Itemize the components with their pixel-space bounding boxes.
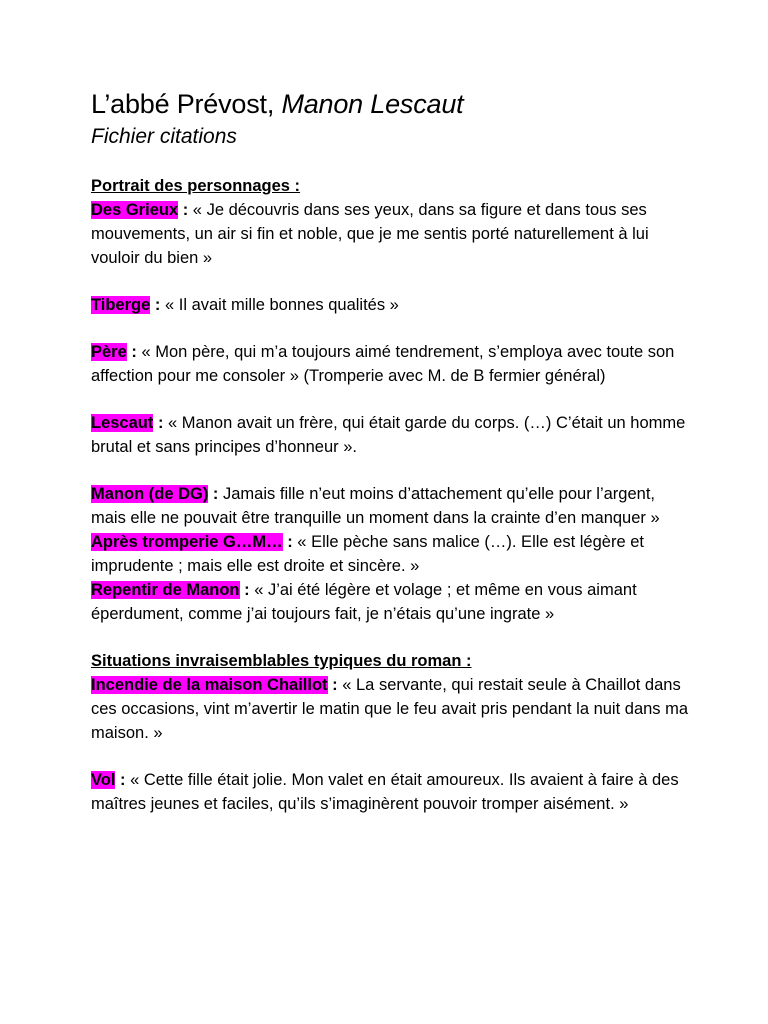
quote-entry-vol xyxy=(91,768,691,816)
quote-label: Des Grieux xyxy=(91,201,179,219)
quote-separator: : xyxy=(153,414,164,432)
section-heading-situations: Situations invraisemblables typiques du roman : xyxy=(91,652,472,670)
quote-label: Lescaut xyxy=(91,414,154,432)
quote-entry-lescaut xyxy=(91,411,691,459)
quote-label: Vol xyxy=(91,771,116,789)
paragraph-spacer xyxy=(91,459,691,482)
quote-label: Après tromperie G…M… xyxy=(91,533,283,551)
quote-separator: : xyxy=(282,533,293,551)
quote-separator: : xyxy=(208,485,219,503)
quote-text: « Elle pèche sans malice (…). Elle est légère et imprudente ; mais elle est droite et sincère. » xyxy=(91,533,644,575)
quote-separator: : xyxy=(239,581,250,599)
paragraph-spacer xyxy=(91,317,691,340)
quote-entry-tiberge xyxy=(91,293,691,317)
quote-entry-apres-tromperie xyxy=(91,530,691,578)
section-heading-portraits: Portrait des personnages : xyxy=(91,177,301,195)
paragraph-spacer xyxy=(91,626,691,649)
quote-separator: : xyxy=(115,771,126,789)
quote-text: « Mon père, qui m’a toujours aimé tendrement, s’employa avec toute son affection pour me consoler » (Tromperie avec M. de B fermier général) xyxy=(91,343,675,385)
quote-text: « Cette fille était jolie. Mon valet en était amoureux. Ils avaient à faire à des maîtres jeunes et faciles, qu’ils s’imaginèrent pouvoir tromper aisément. » xyxy=(91,771,679,813)
document-subtitle: Fichier citations xyxy=(91,125,237,148)
quote-separator: : xyxy=(150,296,161,314)
quote-separator: : xyxy=(178,201,189,219)
quote-text: « Je découvris dans ses yeux, dans sa figure et dans tous ses mouvements, un air si fin et noble, que je me sentis porté naturellement à lui vouloir du bien » xyxy=(91,201,649,267)
quote-label: Tiberge xyxy=(91,296,151,314)
quote-entry-des-grieux xyxy=(91,198,691,270)
quote-entry-incendie xyxy=(91,673,691,745)
quote-entry-repentir xyxy=(91,578,691,626)
document-body xyxy=(91,86,691,816)
quote-label: Manon (de DG) xyxy=(91,485,209,503)
quote-text: « Manon avait un frère, qui était garde du corps. (…) C’était un homme brutal et sans principes d’honneur ». xyxy=(91,414,686,456)
title-work: Manon Lescaut xyxy=(281,89,464,119)
quote-entry-pere xyxy=(91,340,691,388)
paragraph-spacer xyxy=(91,745,691,768)
quote-text: « J’ai été légère et volage ; et même en vous aimant éperdument, comme j’ai toujours fait, je n’étais qu’une ingrate » xyxy=(91,581,637,623)
document-title xyxy=(91,86,691,122)
quote-separator: : xyxy=(126,343,137,361)
quote-text: « La servante, qui restait seule à Chaillot dans ces occasions, vint m’avertir le matin que le feu avait pris pendant la nuit dans ma maison. » xyxy=(91,676,689,742)
quote-separator: : xyxy=(327,676,338,694)
quote-label: Père xyxy=(91,343,127,361)
paragraph-spacer xyxy=(91,270,691,293)
quote-text: Jamais fille n’eut moins d’attachement qu’elle pour l’argent, mais elle ne pouvait être tranquille un moment dans la crainte d’en manquer » xyxy=(91,485,660,527)
paragraph-spacer xyxy=(91,388,691,411)
quote-text: « Il avait mille bonnes qualités » xyxy=(160,296,399,314)
title-author: L’abbé Prévost, xyxy=(91,89,282,119)
quote-label: Incendie de la maison Chaillot xyxy=(91,676,328,694)
quote-label: Repentir de Manon xyxy=(91,581,240,599)
quote-entry-manon xyxy=(91,482,691,530)
